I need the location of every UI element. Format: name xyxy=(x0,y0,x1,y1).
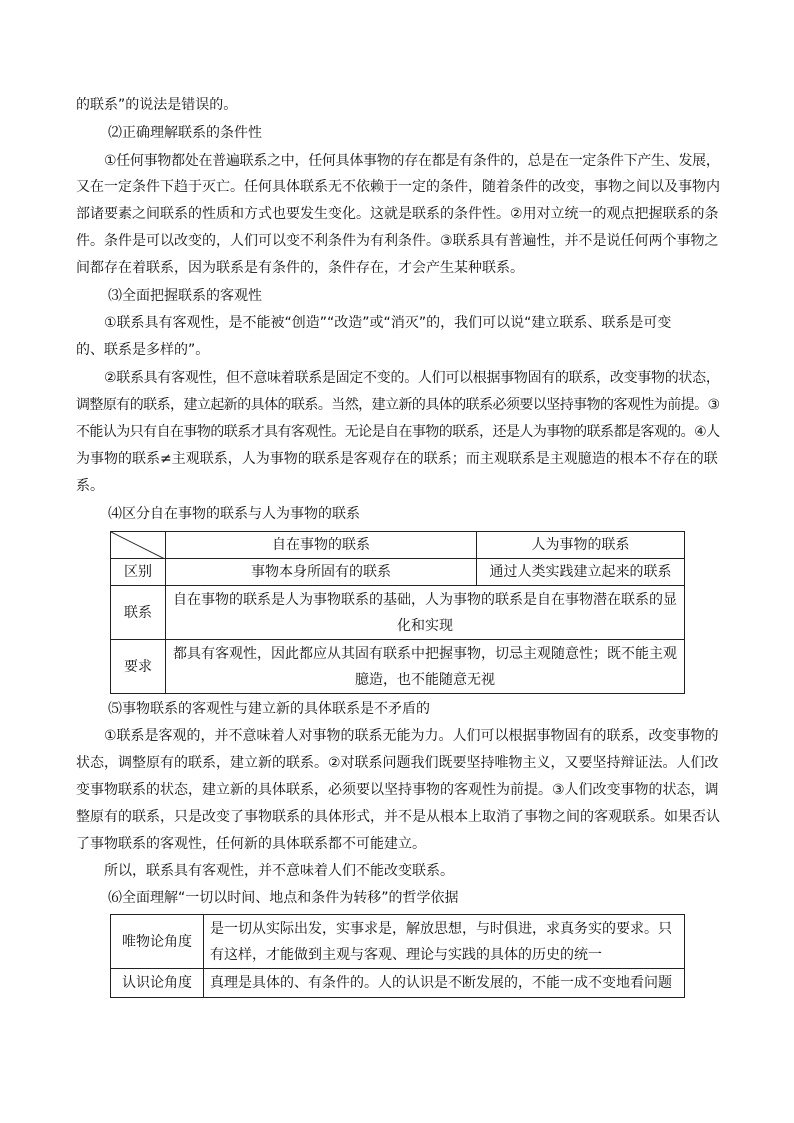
text-line: 为事物的联系≠主观联系，人为事物的联系是客观存在的联系；而主观联系是主观臆造的根本不存在的联 xyxy=(76,451,718,467)
text-line: 不能认为只有自在事物的联系才具有客观性。无论是自在事物的联系，还是人为事物的联系都是客观的。④人 xyxy=(76,424,720,440)
text-line: 的联系”的说法是错误的。 xyxy=(76,97,238,113)
table-row-label: 区别 xyxy=(111,559,166,586)
cell-line: 都具有客观性，因此都应从其固有联系中把握事物，切忌主观随意性；既不能主观 xyxy=(173,645,677,662)
cell-line: 有这样，才能做到主观与客观、理论与实践的具体的历史的统一 xyxy=(210,946,602,963)
cell-line: 是一切从实际出发，实事求是，解放思想，与时俱进，求真务实的要求。只 xyxy=(210,920,672,937)
text-line: 又在一定条件下趋于灭亡。任何具体联系无不依赖于一定的条件，随着条件的改变，事物之间以及事物内 xyxy=(76,179,720,195)
table-cell: 通过人类实践建立起来的联系 xyxy=(477,559,685,586)
relation-comparison-table xyxy=(110,531,685,694)
cell-line: 臆造，也不能随意无视 xyxy=(355,671,495,688)
text-line: 系。 xyxy=(76,478,104,494)
text-line: ①联系具有客观性，是不能被“创造”“改造”或“消灭”的，我们可以说“建立联系、联系是可变 xyxy=(104,315,672,331)
table-cell xyxy=(166,586,685,640)
cell-line: 自在事物的联系是人为事物联系的基础，人为事物的联系是自在事物潜在联系的显 xyxy=(173,591,677,608)
table-cell: 真理是具体的、有条件的。人的认识是不断发展的，不能一成不变地看问题 xyxy=(204,969,685,998)
table-cell xyxy=(204,915,685,969)
table-cell xyxy=(166,640,685,694)
text-line: 间都存在着联系，因为联系是有条件的，条件存在，才会产生某种联系。 xyxy=(76,260,524,276)
cell-line: 化和实现 xyxy=(397,617,453,634)
text-line: 了事物联系的客观性，任何新的具体联系都不可能建立。 xyxy=(76,836,426,852)
table-cell: 事物本身所固有的联系 xyxy=(166,559,477,586)
section-heading: ⑸事物联系的客观性与建立新的具体联系是不矛盾的 xyxy=(108,701,430,717)
table-row-label: 唯物论角度 xyxy=(111,915,204,969)
text-line: 调整原有的联系，建立起新的具体的联系。当然，建立新的具体的联系必须要以坚持事物的客观性为前提。③ xyxy=(76,397,720,413)
text-line: 变事物联系的状态，建立新的具体联系，必须要以坚持事物的客观性为前提。③人们改变事物的状态，调 xyxy=(76,782,719,798)
section-heading: ⑶全面把握联系的客观性 xyxy=(108,288,262,304)
text-line: 件。条件是可以改变的，人们可以变不利条件为有利条件。③联系具有普遍性，并不是说任何两个事物之 xyxy=(76,233,719,249)
text-line: 所以，联系具有客观性，并不意味着人们不能改变联系。 xyxy=(104,863,454,879)
philosophy-basis-table xyxy=(110,914,685,998)
table-header-cell: 自在事物的联系 xyxy=(166,532,477,559)
text-line: 的、联系是多样的”。 xyxy=(76,342,210,358)
text-line: 整原有的联系，只是改变了事物联系的具体形式，并不是从根本上取消了事物之间的客观联系。如果否认 xyxy=(76,809,720,825)
section-heading: ⑹全面理解“一切以时间、地点和条件为转移”的哲学依据 xyxy=(108,890,459,906)
text-line: 部诸要素之间联系的性质和方式也要发生变化。这就是联系的条件性。②用对立统一的观点把握联系的条 xyxy=(76,206,719,222)
text-line: ②联系具有客观性，但不意味着联系是固定不变的。人们可以根据事物固有的联系，改变事物的状态， xyxy=(104,370,720,386)
table-row-label: 要求 xyxy=(111,640,166,694)
text-line: 状态，调整原有的联系，建立新的联系。②对联系问题我们既要坚持唯物主义，又要坚持辩证法。人们改 xyxy=(76,755,719,771)
diagonal-line xyxy=(111,532,165,559)
table-diagonal-corner xyxy=(111,532,166,559)
table-row-label: 联系 xyxy=(111,586,166,640)
text-line: ①任何事物都处在普遍联系之中，任何具体事物的存在都是有条件的，总是在一定条件下产生、发展， xyxy=(104,153,720,169)
text-line: ①联系是客观的，并不意味着人对事物的联系无能为力。人们可以根据事物固有的联系，改变事物的 xyxy=(104,728,719,744)
table-row-label: 认识论角度 xyxy=(111,969,204,998)
section-heading: ⑷区分自在事物的联系与人为事物的联系 xyxy=(108,506,360,522)
section-heading: ⑵正确理解联系的条件性 xyxy=(108,125,262,141)
table-header-cell: 人为事物的联系 xyxy=(477,532,685,559)
